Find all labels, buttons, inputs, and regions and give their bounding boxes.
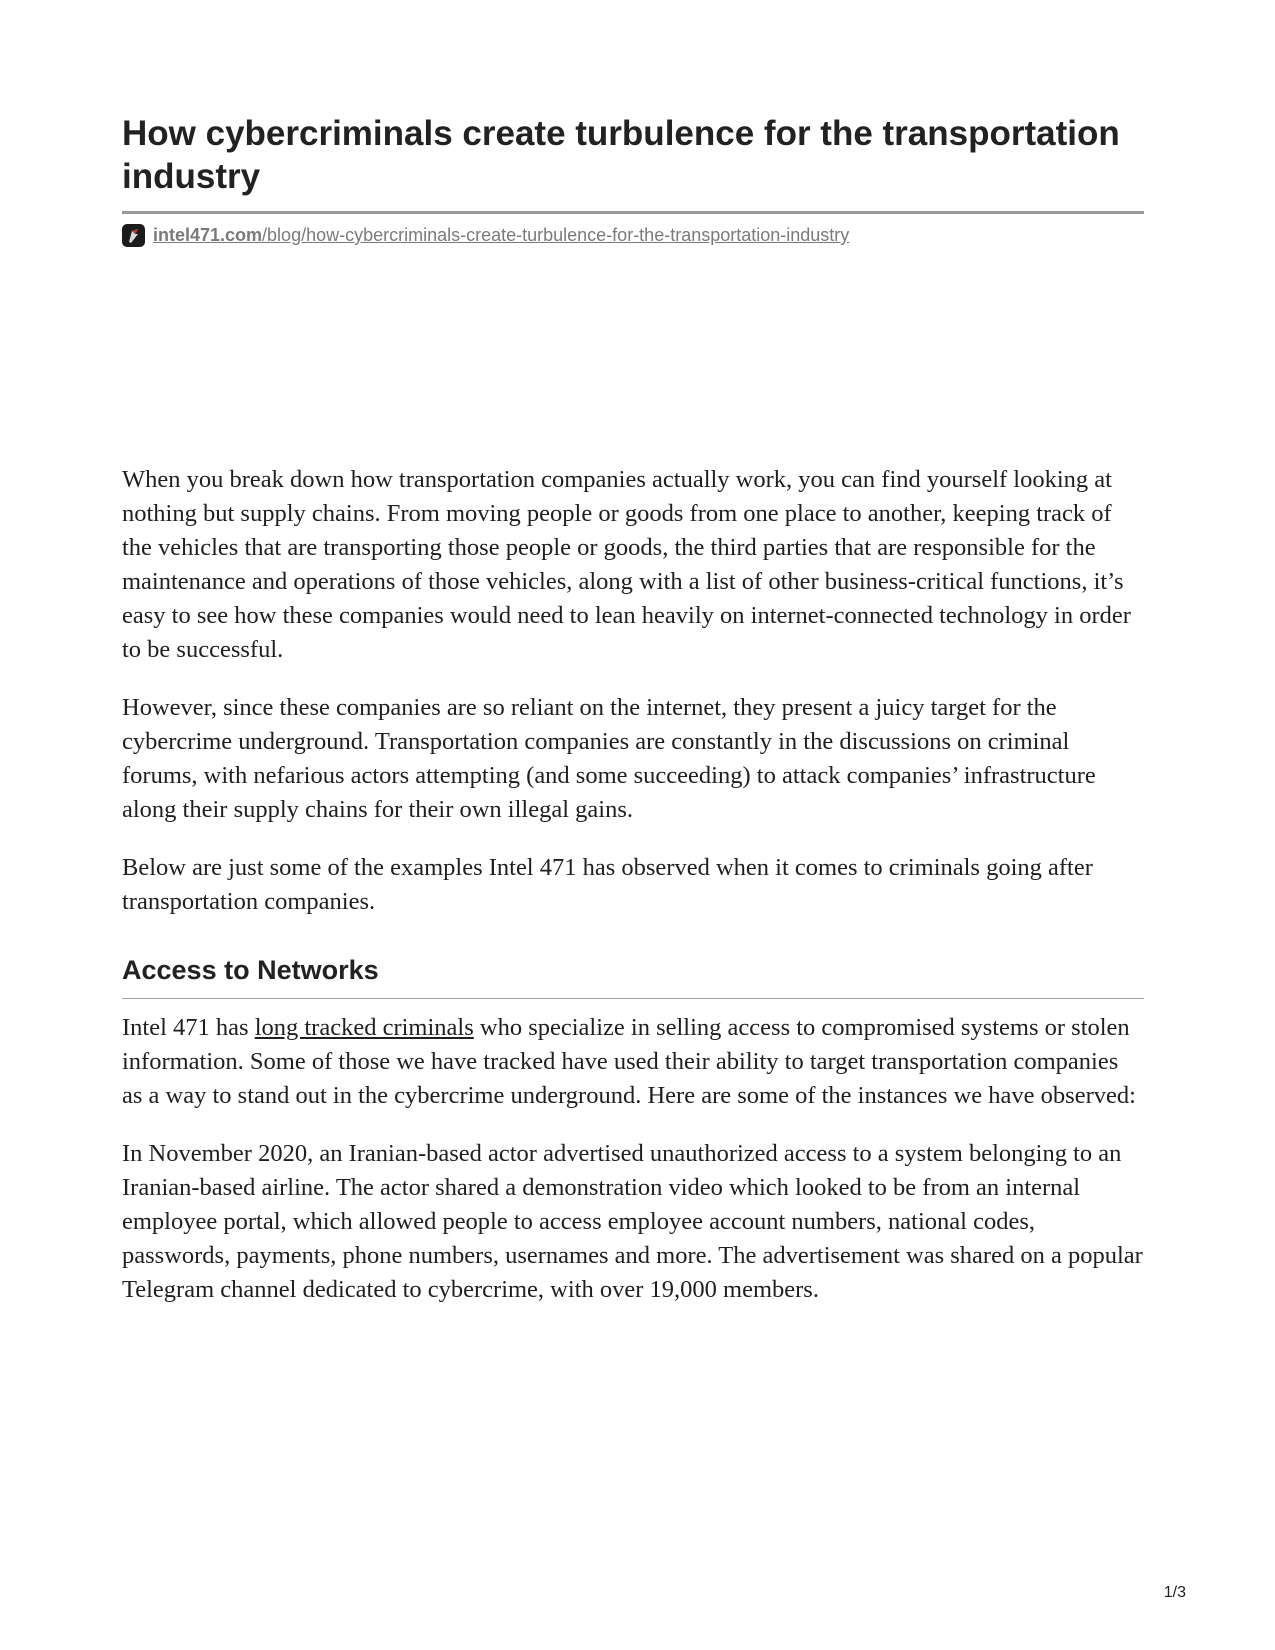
- long-tracked-criminals-link[interactable]: long tracked criminals: [254, 1014, 474, 1041]
- source-line: [122, 223, 1144, 247]
- blockquote: In November 2020, an Iranian-based actor advertised unauthorized access to a system belonging to an Iranian-based airline. The actor shared a demonstration video which looked to be from an internal employee portal, which allowed people to access employee account numbers, national codes, passwords, payments, phone numbers, usernames and more. The advertisement was shared on a popular Telegram channel dedicated to cybercrime, with over 19,000 members.: [122, 1140, 1143, 1303]
- paragraph: However, since these companies are so reliant on the internet, they present a juicy target for the cybercrime underground. Transportation companies are constantly in the discussions on criminal forums, with nefarious actors attempting (and some succeeding) to attack companies’ infrastructure along their supply chains for their own illegal gains.: [122, 694, 1096, 823]
- section-divider: [122, 998, 1144, 999]
- intro-text-after: who specialize in selling access to compromised systems or stolen information. Some of those we have tracked have used their ability to target transportation companies as a way to stand out in the cybercrime underground. Here are some of the instances we have observed:: [122, 1014, 1136, 1109]
- article-header: [122, 112, 1144, 247]
- article-body: [122, 463, 1144, 1331]
- source-link[interactable]: [153, 223, 849, 247]
- source-domain: intel471.com: [153, 225, 263, 245]
- section-intro: [122, 1011, 1144, 1113]
- paragraph: Below are just some of the examples Intel 471 has observed when it comes to criminals going after transportation companies.: [122, 854, 1093, 915]
- source-path: /blog/how-cybercriminals-create-turbulence-for-the-transportation-industry: [262, 225, 850, 245]
- article-title: How cybercriminals create turbulence for the transportation industry: [122, 114, 1120, 196]
- section-heading: Access to Networks: [122, 955, 379, 985]
- page-number: 1/3: [1163, 1584, 1186, 1601]
- intro-text-before: Intel 471 has: [122, 1014, 255, 1041]
- title-divider: [122, 211, 1144, 214]
- intel471-favicon-icon: [122, 224, 145, 247]
- paragraph: When you break down how transportation companies actually work, you can find yourself looking at nothing but supply chains. From moving people or goods from one place to another, keeping track of the vehicles that are transporting those people or goods, the third parties that are responsible for the maintenance and operations of those vehicles, along with a list of other business-critical functions, it’s easy to see how these companies would need to lean heavily on internet-connected technology in order to be successful.: [122, 466, 1131, 663]
